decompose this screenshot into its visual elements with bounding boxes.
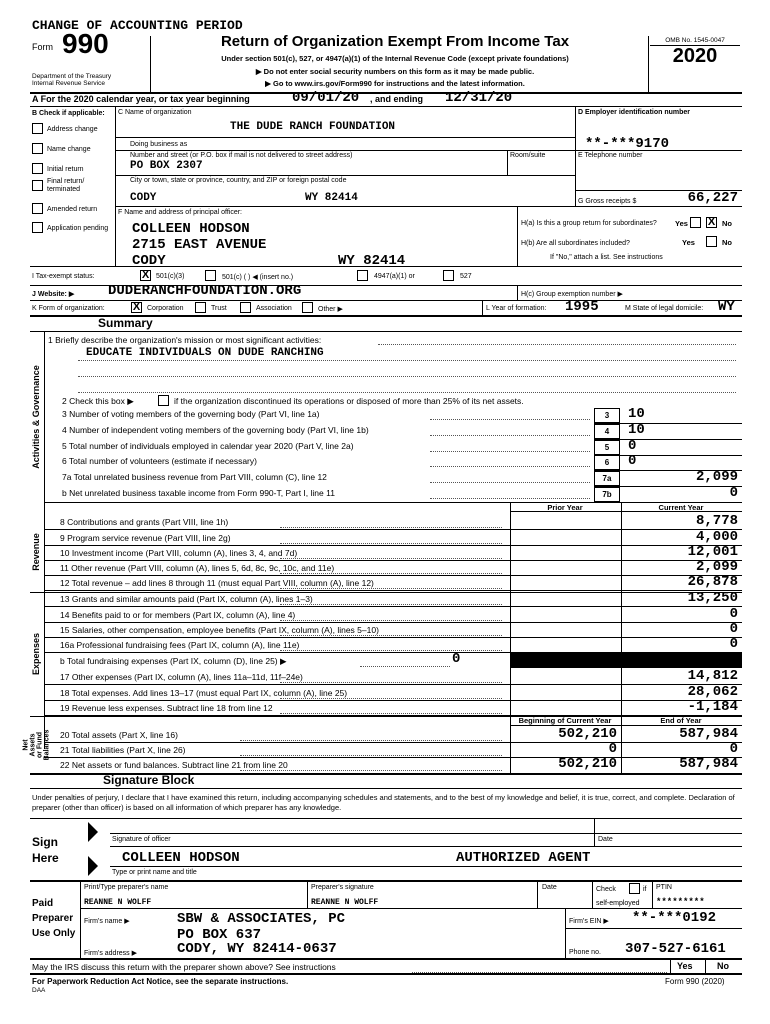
label-initial-return: Initial return — [47, 166, 84, 173]
checkbox-501c3[interactable]: X — [141, 269, 150, 281]
discuss-no: No — [717, 961, 729, 971]
dba-label: Doing business as — [130, 141, 188, 148]
year-formation-label: L Year of formation: — [486, 305, 547, 312]
hb-note: If "No," attach a list. See instructions — [550, 254, 663, 261]
mission-text: EDUCATE INDIVIDUALS ON DUDE RANCHING — [86, 347, 324, 359]
side-net-assets: Net Assets or Fund Balances — [22, 729, 51, 761]
current-year-value: 28,062 — [687, 684, 738, 700]
financial-line-label: 8 Contributions and grants (Part VIII, line 1h) — [60, 517, 229, 527]
gov-line-number: 5 — [594, 440, 620, 455]
ha-no-checkbox[interactable]: X — [707, 216, 716, 228]
preparer-name-label: Print/Type preparer's name — [84, 884, 169, 891]
line1-label: 1 Briefly describe the organization's mission or most significant activities: — [48, 335, 322, 345]
hc-label: H(c) Group exemption number ▶ — [521, 291, 623, 298]
current-year-value: 2,099 — [695, 559, 738, 575]
net-line-label: 21 Total liabilities (Part X, line 26) — [60, 745, 186, 755]
officer-label: F Name and address of principal officer: — [118, 209, 242, 216]
beginning-year-value: 0 — [608, 741, 617, 757]
checkbox-initial-return[interactable] — [32, 163, 43, 174]
sign-here: Sign Here — [32, 835, 59, 865]
checkbox-association[interactable] — [240, 302, 251, 313]
firm-ein-label: Firm's EIN ▶ — [569, 918, 609, 925]
ha-label: H(a) Is this a group return for subordinates? — [521, 220, 657, 227]
officer-state-zip: WY 82414 — [338, 253, 406, 269]
ssn-notice: ▶ Do not enter social security numbers on this form as it may be made public. — [255, 67, 535, 76]
line16b-shaded — [510, 652, 742, 668]
gov-line-value: 10 — [628, 422, 645, 438]
org-state-zip: WY 82414 — [305, 192, 358, 204]
period-end: 12/31/20 — [445, 90, 513, 106]
current-year-value: 12,001 — [687, 544, 738, 560]
label-501c3: 501(c)(3) — [156, 273, 185, 280]
omb-number: OMB No. 1545-0047 — [665, 37, 725, 44]
financial-line-label: 12 Total revenue – add lines 8 through 11 (must equal Part VIII, column (A), line 12) — [60, 578, 374, 588]
end-year-value: 587,984 — [679, 726, 738, 742]
gov-line-label: 3 Number of voting members of the governing body (Part VI, line 1a) — [62, 409, 320, 419]
gov-line-number: 7b — [594, 487, 620, 502]
gov-line-number: 6 — [594, 455, 620, 470]
preparer-signature: REANNE N WOLFF — [311, 898, 379, 907]
domicile-value: WY — [718, 299, 735, 315]
tax-year: 2020 — [672, 45, 718, 67]
phone-label: Phone no. — [569, 949, 601, 956]
checkbox-name-change[interactable] — [32, 143, 43, 154]
line-a-label: A For the 2020 calendar year, or tax year beginning — [32, 94, 250, 104]
line16b-value: 0 — [452, 651, 461, 667]
tax-exempt-label: I Tax-exempt status: — [32, 273, 95, 280]
financial-line-label: 11 Other revenue (Part VIII, column (A), lines 5, 6d, 8c, 9c, 10c, and 11e) — [60, 563, 335, 573]
gov-line-value: 0 — [729, 485, 738, 501]
org-name-label: C Name of organization — [118, 109, 192, 116]
current-year-value: 0 — [729, 636, 738, 652]
hb-yes-label: Yes — [682, 238, 695, 247]
current-year-value: 8,778 — [695, 513, 738, 529]
form-subtitle: Under section 501(c), 527, or 4947(a)(1) of the Internal Revenue Code (except private foundations) — [221, 54, 569, 63]
period-begin: 09/01/20 — [292, 90, 360, 106]
label-527: 527 — [460, 273, 472, 280]
beginning-year-value: 502,210 — [558, 726, 617, 742]
label-amended-return: Amended return — [47, 206, 98, 213]
ein-value: **-***9170 — [585, 136, 670, 152]
city-label: City or town, state or province, country, and ZIP or foreign postal code — [130, 177, 347, 184]
current-year-value: 26,878 — [687, 574, 738, 590]
label-name-change: Name change — [47, 146, 91, 153]
perjury-statement: Under penalties of perjury, I declare that I have examined this return, including accompanying schedules and statements, and to the best of my knowledge and belief, it is true, correct, and complete. Declaration of preparer (other than officer) is based on all information of which preparer has any knowledge. — [32, 793, 735, 812]
prior-year-header: Prior Year — [547, 503, 583, 512]
self-employed-checkbox[interactable] — [629, 883, 640, 894]
ptin-label: PTIN — [656, 884, 672, 891]
current-year-value: 13,250 — [687, 590, 738, 606]
net-line-label: 20 Total assets (Part X, line 16) — [60, 730, 178, 740]
financial-line-label: 13 Grants and similar amounts paid (Part IX, column (A), lines 1–3) — [60, 594, 313, 604]
firm-address-1: PO BOX 637 — [177, 927, 262, 943]
firm-ein: **-***0192 — [632, 910, 717, 926]
checkbox-application-pending[interactable] — [32, 222, 43, 233]
discuss-yes: Yes — [677, 961, 693, 971]
financial-line-label: 16a Professional fundraising fees (Part IX, column (A), line 11e) — [60, 640, 300, 650]
label-trust: Trust — [211, 305, 227, 312]
ha-yes-label: Yes — [675, 219, 688, 228]
street-label: Number and street (or P.O. box if mail is not delivered to street address) — [130, 152, 353, 159]
preparer-signature-label: Preparer's signature — [311, 884, 374, 891]
gov-line-number: 4 — [594, 424, 620, 439]
type-name-label: Type or print name and title — [112, 869, 197, 876]
gov-line-value: 10 — [628, 406, 645, 422]
financial-line-label: 19 Revenue less expenses. Subtract line 18 from line 12 — [60, 703, 273, 713]
label-final-return: Final return/ terminated — [47, 178, 85, 193]
firm-name: SBW & ASSOCIATES, PC — [177, 911, 346, 927]
signer-name: COLLEEN HODSON — [122, 850, 240, 866]
check-applicable-label: B Check if applicable: — [32, 110, 105, 117]
financial-line-label: 10 Investment income (Part VIII, column (A), lines 3, 4, and 7d) — [60, 548, 298, 558]
dept-treasury: Department of the Treasury Internal Revenue Service — [32, 73, 112, 87]
gov-line-number: 3 — [594, 408, 620, 423]
checkbox-corporation[interactable]: X — [132, 301, 141, 313]
line16b-label: b Total fundraising expenses (Part IX, column (D), line 25) ▶ — [60, 656, 287, 666]
gov-line-label: 4 Number of independent voting members of the governing body (Part VI, line 1b) — [62, 425, 369, 435]
website-value: DUDERANCHFOUNDATION.ORG — [108, 283, 302, 299]
form-number: 990 — [62, 28, 109, 59]
phone-value: 307-527-6161 — [625, 941, 726, 957]
preparer-date-label: Date — [542, 884, 557, 891]
gross-receipts-label: G Gross receipts $ — [578, 198, 637, 205]
checkbox-4947[interactable] — [357, 270, 368, 281]
preparer-name: REANNE N WOLFF — [84, 898, 152, 907]
beginning-year-value: 502,210 — [558, 756, 617, 772]
pra-notice: For Paperwork Reduction Act Notice, see the separate instructions. — [32, 977, 289, 986]
current-year-header: Current Year — [658, 503, 704, 512]
gov-line-label: b Net unrelated business taxable income from Form 990-T, Part I, line 11 — [62, 488, 335, 498]
sign-arrow-icon — [88, 822, 100, 878]
gov-line-value: 0 — [628, 453, 637, 469]
checkbox-527[interactable] — [443, 270, 454, 281]
side-expenses: Expenses — [31, 632, 41, 676]
gov-line-number: 7a — [594, 471, 620, 486]
year-formation-value: 1995 — [565, 299, 599, 315]
checkbox-other[interactable] — [302, 302, 313, 313]
officer-city: CODY — [132, 253, 166, 269]
telephone-label: E Telephone number — [578, 152, 643, 159]
line2-desc: if the organization discontinued its operations or disposed of more than 25% of its net assets. — [174, 396, 524, 406]
financial-line-label: 17 Other expenses (Part IX, column (A), lines 11a–11d, 11f–24e) — [60, 672, 303, 682]
checkbox-amended-return[interactable] — [32, 203, 43, 214]
form-title: Return of Organization Exempt From Income Tax — [220, 33, 570, 50]
paid-preparer-label: Paid Preparer Use Only — [32, 898, 76, 939]
label-association: Association — [256, 305, 292, 312]
line2-label: 2 Check this box ▶ — [62, 396, 134, 406]
current-year-value: 14,812 — [687, 668, 738, 684]
org-city: CODY — [130, 192, 157, 204]
checkbox-501c[interactable] — [205, 270, 216, 281]
financial-line-label: 14 Benefits paid to or for members (Part IX, column (A), line 4) — [60, 610, 296, 620]
side-revenue: Revenue — [31, 533, 41, 571]
checkbox-final-return[interactable] — [32, 180, 43, 191]
org-street: PO BOX 2307 — [130, 160, 203, 172]
label-other: Other ▶ — [318, 306, 343, 313]
gov-line-label: 5 Total number of individuals employed in calendar year 2020 (Part V, line 2a) — [62, 441, 354, 451]
hb-no-checkbox[interactable] — [706, 236, 717, 247]
current-year-value: 0 — [729, 606, 738, 622]
financial-line-label: 9 Program service revenue (Part VIII, line 2g) — [60, 533, 231, 543]
room-suite-label: Room/suite — [510, 152, 546, 159]
hb-label: H(b) Are all subordinates included? — [521, 240, 630, 247]
financial-line-label: 18 Total expenses. Add lines 13–17 (must equal Part IX, column (A), line 25) — [60, 688, 348, 698]
label-address-change: Address change — [47, 126, 98, 133]
label-corporation: Corporation — [147, 305, 184, 312]
part2-title: Signature Block — [103, 773, 195, 787]
label-4947: 4947(a)(1) or — [374, 273, 415, 280]
preparer-ptin: ********* — [656, 897, 705, 907]
website-label: J Website: ▶ — [32, 291, 75, 298]
form-of-org-label: K Form of organization: — [32, 305, 105, 312]
financial-line-label: 15 Salaries, other compensation, employee benefits (Part IX, column (A), lines 5–10) — [60, 625, 379, 635]
if-label: if — [643, 886, 647, 893]
discuss-question: May the IRS discuss this return with the preparer shown above? See instructions — [32, 962, 336, 972]
check-label: Check — [596, 886, 616, 893]
and-ending-label: , and ending — [370, 94, 423, 104]
officer-signature-label: Signature of officer — [112, 836, 171, 843]
checkbox-address-change[interactable] — [32, 123, 43, 134]
current-year-value: 0 — [729, 621, 738, 637]
form-word: Form — [32, 42, 53, 52]
end-year-header: End of Year — [660, 716, 702, 725]
officer-date-label: Date — [598, 836, 613, 843]
gov-line-label: 7a Total unrelated business revenue from Part VIII, column (C), line 12 — [62, 472, 327, 482]
officer-name: COLLEEN HODSON — [132, 221, 250, 237]
label-501c: 501(c) ( ) ◀ (insert no.) — [222, 274, 294, 281]
firm-address-label: Firm's address ▶ — [84, 950, 138, 957]
gov-line-value: 2,099 — [695, 469, 738, 485]
goto-notice: ▶ Go to www.irs.gov/Form990 for instructions and the latest information. — [265, 79, 525, 88]
gov-line-label: 6 Total number of volunteers (estimate if necessary) — [62, 456, 257, 466]
line2-checkbox[interactable] — [158, 395, 169, 406]
org-name: THE DUDE RANCH FOUNDATION — [230, 121, 396, 133]
officer-street: 2715 EAST AVENUE — [132, 237, 267, 253]
label-application-pending: Application pending — [47, 225, 109, 232]
ein-label: D Employer identification number — [578, 109, 691, 116]
gross-receipts-value: 66,227 — [687, 190, 738, 206]
end-year-value: 587,984 — [679, 756, 738, 772]
domicile-label: M State of legal domicile: — [625, 305, 704, 312]
current-year-value: -1,184 — [687, 699, 738, 715]
net-line-label: 22 Net assets or fund balances. Subtract line 21 from line 20 — [60, 760, 288, 770]
firm-address-2: CODY, WY 82414-0637 — [177, 941, 337, 957]
change-banner: CHANGE OF ACCOUNTING PERIOD — [32, 18, 243, 33]
gov-line-value: 0 — [628, 438, 637, 454]
ha-yes-checkbox[interactable] — [690, 217, 701, 228]
signer-title: AUTHORIZED AGENT — [456, 850, 591, 866]
current-year-value: 4,000 — [695, 529, 738, 545]
side-activities: Activities & Governance — [31, 365, 42, 469]
form-ref: Form 990 (2020) — [665, 977, 725, 986]
part1-title: Summary — [98, 316, 153, 330]
end-year-value: 0 — [729, 741, 738, 757]
daa-label: DAA — [32, 987, 46, 994]
beg-year-header: Beginning of Current Year — [518, 716, 612, 725]
self-employed-label: self-employed — [596, 900, 640, 907]
ha-no-label: No — [722, 219, 732, 228]
firm-name-label: Firm's name ▶ — [84, 918, 130, 925]
checkbox-trust[interactable] — [195, 302, 206, 313]
hb-no-label: No — [722, 238, 732, 247]
